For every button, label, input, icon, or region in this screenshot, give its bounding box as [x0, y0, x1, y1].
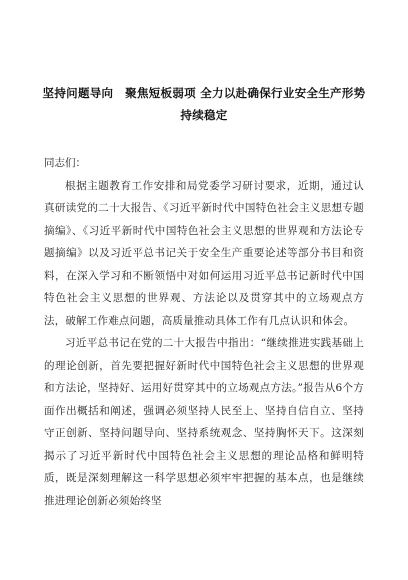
- title-line-2: 持续稳定: [180, 108, 228, 122]
- salutation: 同志们：: [44, 157, 86, 169]
- paragraph-1: 根据主题教育工作安排和局党委学习研讨要求，近期，通过认真研读党的二十大报告、《习近平新时代中国特色社会主义思想专题摘编》、《习近平新时代中国特色社会主义思想的世界观和方法论专题摘编》以及习近平总书记关于安全生产重要论述等部分书目和资料，在深入学习和不断领悟中对如何运用习近平总书记新时代中国特色社会主义思想的世界观、方法论以及贯穿其中的立场观点方法，破解工作难点问题，高质量推动具体工作有几点认识和体会。: [44, 179, 364, 327]
- document-title: [44, 82, 364, 126]
- paragraph-2: 习近平总书记在党的二十大报告中指出：“继续推进实践基础上的理论创新，首先要把握好新时代中国特色社会主义思想的世界观和方法论，坚持好、运用好贯穿其中的立场观点方法。”报告从6个方面作出概括和阐述，强调必须坚持人民至上、坚持自信自立、坚持守正创新、坚持问题导向、坚持系统观念、坚持胸怀天下。这深刻揭示了习近平新时代中国特色社会主义思想的理论品格和鲜明特质，既是深刻理解这一科学思想必须牢牢把握的基本点，也是继续推进理论创新必须始终坚: [44, 337, 364, 507]
- title-line-1: 坚持问题导向 聚焦短板弱项 全力以赴确保行业安全生产形势: [42, 86, 366, 100]
